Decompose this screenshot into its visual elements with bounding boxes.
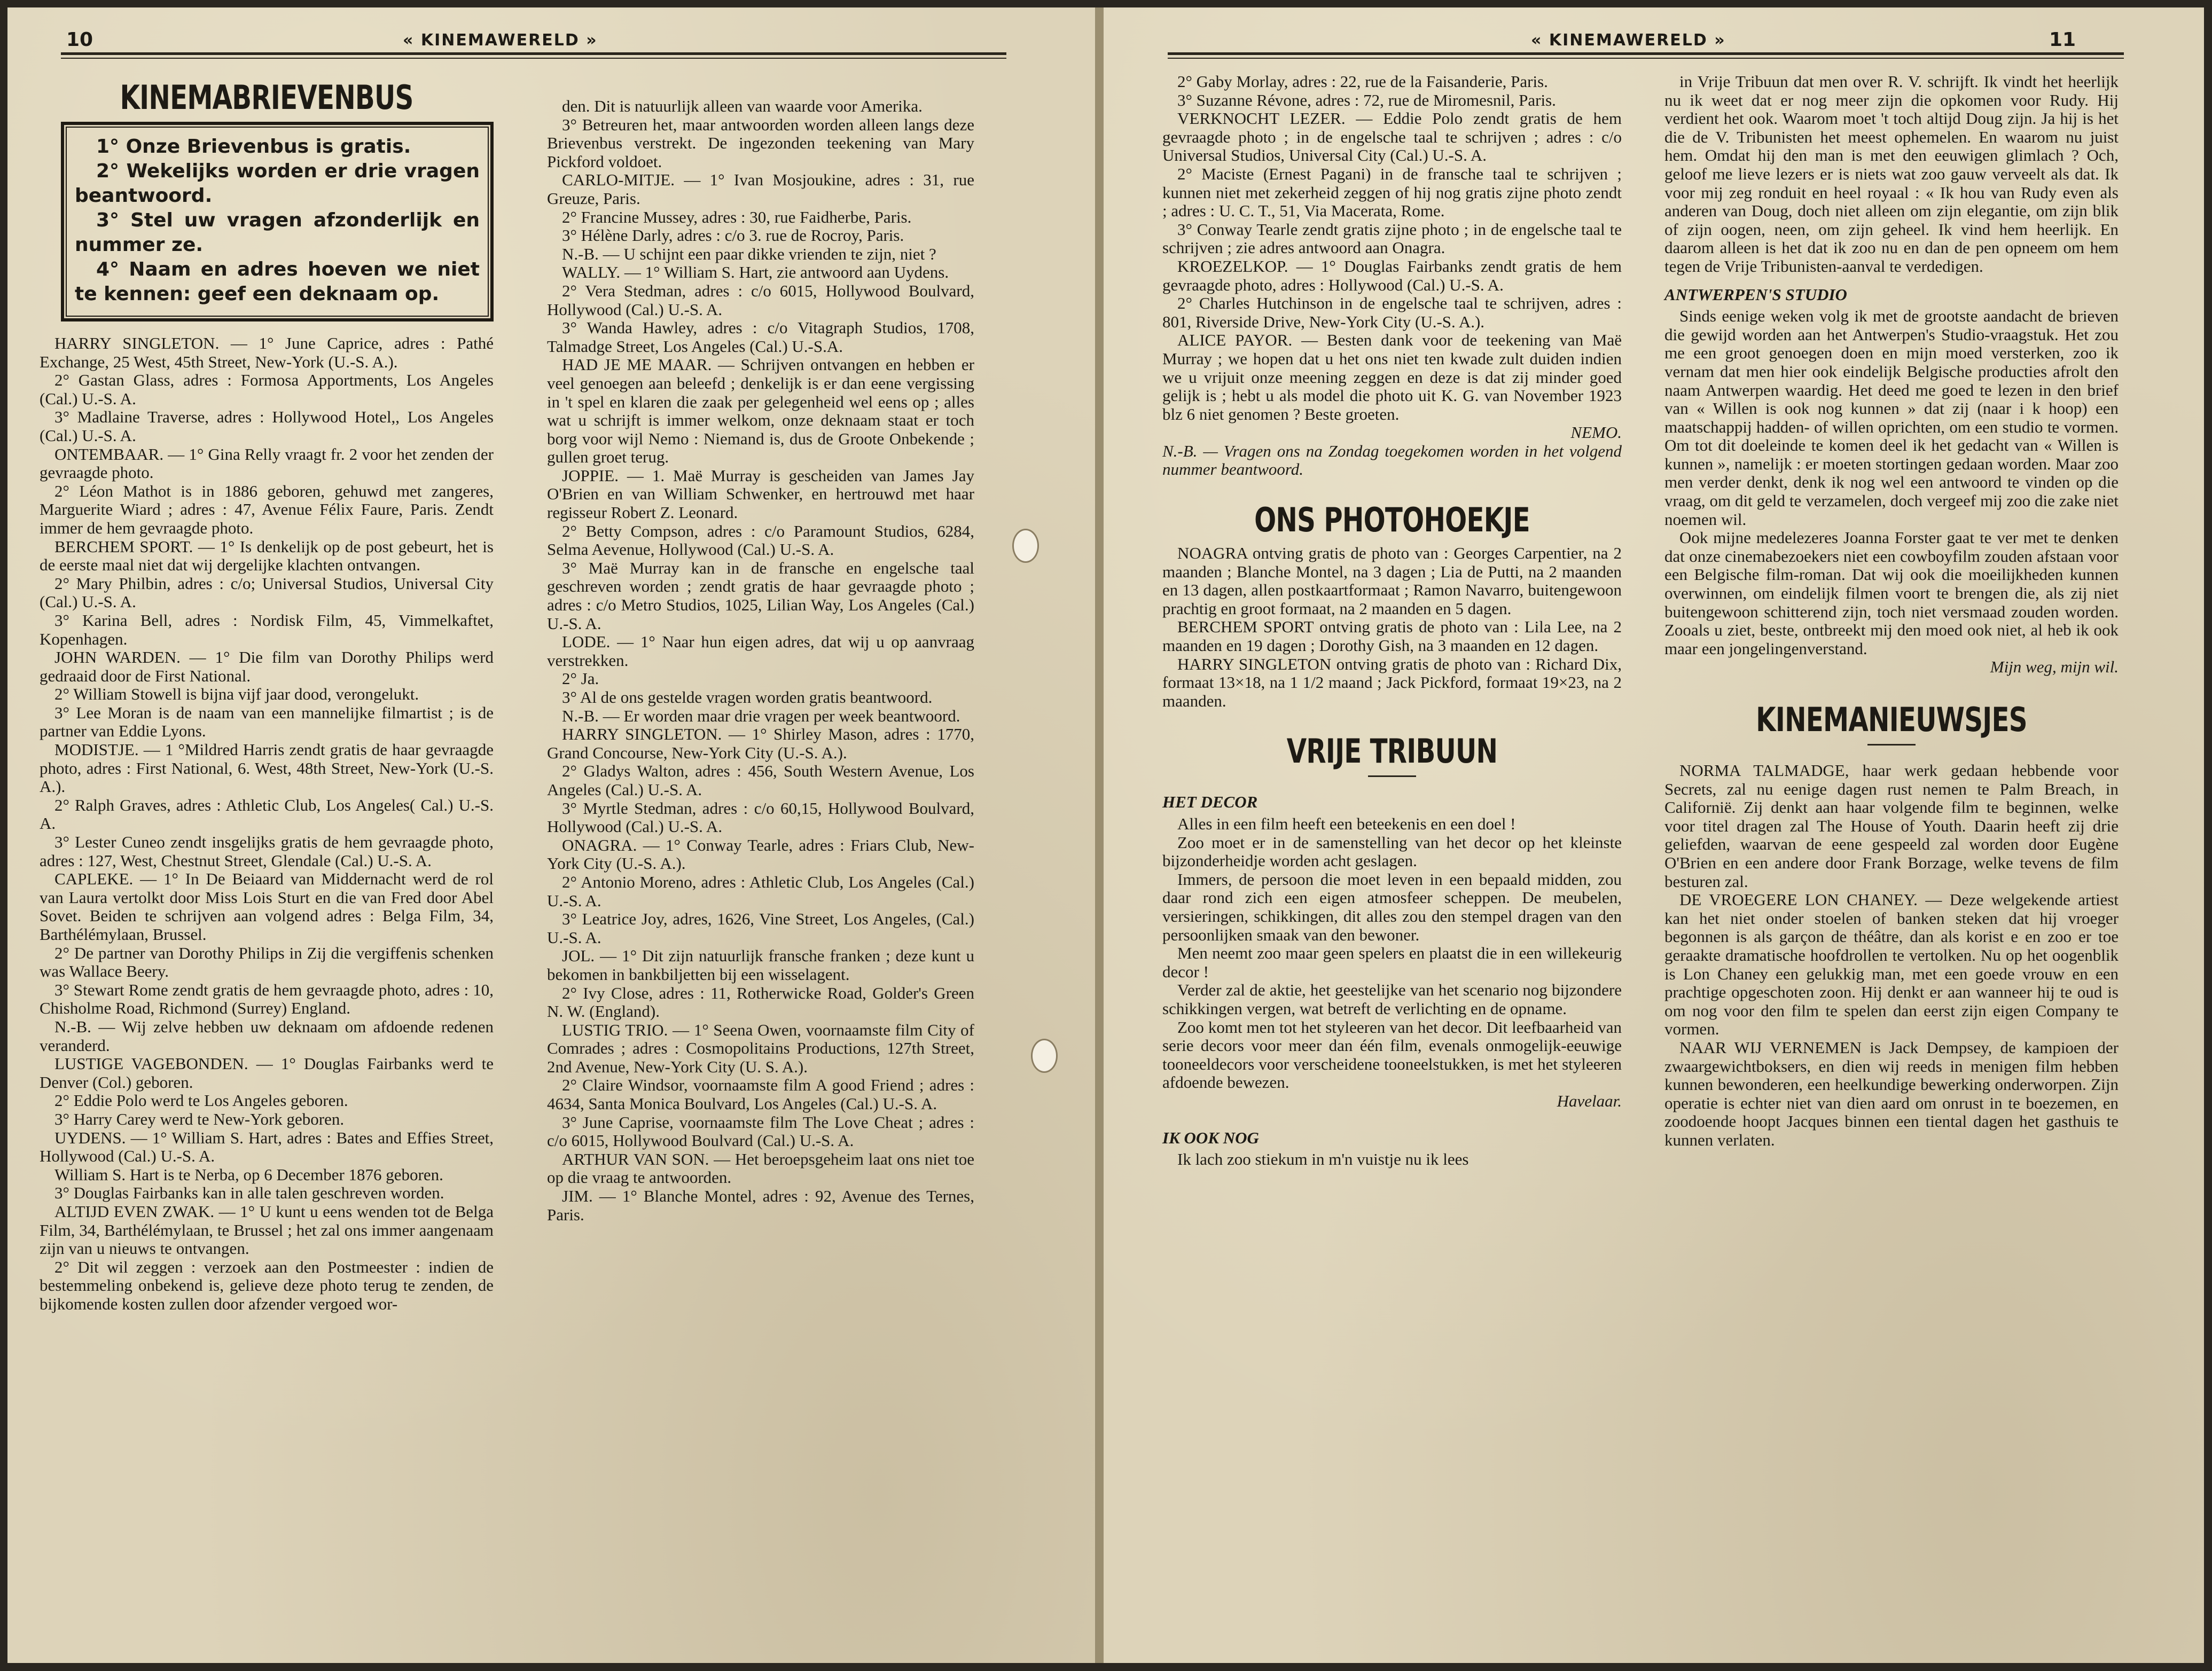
right-column-1 — [1162, 73, 1622, 1169]
rule-2: 2° Wekelijks worden er drie vragen beantwoord. — [75, 160, 480, 207]
decor-article — [1162, 815, 1622, 1092]
letter-answer: William S. Hart is te Nerba, op 6 December 1876 geboren. — [54, 1165, 443, 1184]
letter-answer: 3° June Caprise, voornaamste film The Love Cheat ; adres : c/o 6015, Hollywood Boulvard (Cal.) U.-S. A. — [547, 1112, 974, 1150]
letter-answer: 2° Mary Philbin, adres : c/o; Universal Studios, Universal City (Cal.) U.-S. A. — [40, 574, 494, 611]
letter-answer: HARRY SINGLETON. — 1° June Caprice, adres : Pathé Exchange, 25 West, 45th Street, New-York (U.-S. A.). — [40, 334, 494, 371]
brievenbus-column-2 — [547, 97, 974, 1224]
letter-answer: ALICE PAYOR. — Besten dank voor de teekening van Maë Murray ; we hopen dat u het ons niet ten kwade zult duiden indien we u vrijuit onze meening zeggen en deze is dat zij minder goed gelijk is ; hebt u als model die photo uit K. G. van November 1923 blz 6 niet genomen ? Beste groeten. — [1162, 331, 1622, 423]
letter-answer: N.-B. — Wij zelve hebben uw deknaam om afdoende redenen veranderd. — [40, 1017, 494, 1055]
letter-answer: 2° Ivy Close, adres : 11, Rotherwicke Road, Golder's Green N. W. (England). — [547, 983, 974, 1021]
article-paragraph: Verder zal de aktie, het geestelijke van het scenario nog bijzondere schikkingen vergen, wat betreft de verlichting en de opname. — [1162, 980, 1622, 1018]
letter-answer: HAD JE ME MAAR. — Schrijven ontvangen en hebben er veel genoegen aan beleefd ; denkelijk is er dan eene vergissing in 't spel en klaren die zaak per gelegenheid wel eens op ; alles wat u schrijft is immer welkom, onze deknaam staat er toch borg voor wijl Nemo : Niemand is, dus de Groote Onbekende ; gullen groet terug. — [547, 355, 974, 467]
news-item: NAAR WIJ VERNEMEN is Jack Dempsey, de kampioen der zwaargewichtboksers, en dien wij reeds in menigen film hebben kunnen bewonderen, een heelkundige bewerking onderworpen. Zijn operatie is echter niet van dien aard om onrust in te boezemen, en zoodoende hoopt Jacques binnen een tiental dagen het gasthuis te kunnen verlaten. — [1664, 1038, 2119, 1149]
letter-answer: 3° Suzanne Révone, adres : 72, rue de Miromesnil, Paris. — [1177, 90, 1556, 109]
letter-answer: MODISTJE. — 1 °Mildred Harris zendt gratis de haar gevraagde photo, adres : First National, 6. West, 48th Street, New-York (U.-S. A.). — [40, 740, 494, 796]
letter-answer: UYDENS. — 1° William S. Hart, adres : Bates and Effies Street, Hollywood (Cal.) U.-S. A. — [40, 1128, 494, 1166]
antwerpen-heading: ANTWERPEN'S STUDIO — [1664, 285, 1847, 304]
letter-answer: 2° Francine Mussey, adres : 30, rue Faidherbe, Paris. — [562, 207, 912, 226]
rules-box — [61, 122, 494, 321]
header-rule-thin — [1168, 58, 2124, 59]
running-title-left: « KINEMAWERELD » — [403, 31, 598, 50]
decor-signature: Havelaar. — [1557, 1091, 1622, 1110]
letter-answer: 3° Betreuren het, maar antwoorden worden alleen langs deze Brievenbus verstrekt. De ingezonden teekening van Mary Pickford voldoet. — [547, 115, 974, 171]
letter-answer: JIM. — 1° Blanche Montel, adres : 92, Avenue des Ternes, Paris. — [547, 1187, 974, 1224]
letter-answer: 2° Léon Mathot is in 1886 geboren, gehuwd met zangeres, Marguerite Wiard ; adres : 47, Avenue Félix Faure, Paris. Zendt immer de hem gevraagde photo. — [40, 481, 494, 537]
letter-answer: 2° Gladys Walton, adres : 456, South Western Avenue, Los Angeles (Cal.) U.-S. A. — [547, 762, 974, 799]
letter-answer: 2° Charles Hutchinson in de engelsche taal te schrijven, adres : 801, Riverside Drive, New-York City (U.-S. A.). — [1162, 294, 1622, 331]
nemo-signature: NEMO. — [1570, 423, 1622, 442]
article-paragraph: Immers, de persoon die moet leven in een bepaald midden, zou daar rond zich een eigen atmosfeer scheppen. De meubelen, versieringen, schikkingen, dit alles zou den stempel dragen van den persoonlijken smaak van den bewoner. — [1162, 869, 1622, 944]
brievenbus-column-1 — [40, 77, 494, 1313]
page-number-right: 11 — [2049, 29, 2076, 51]
antwerpen-signature: Mijn weg, mijn wil. — [1990, 657, 2119, 677]
photohoekje-title: ONS PHOTOHOEKJE — [1254, 500, 1530, 540]
letter-answer: LUSTIGE VAGEBONDEN. — 1° Douglas Fairbanks werd te Denver (Col.) geboren. — [40, 1054, 494, 1092]
ook-paragraph: Ik lach zoo stiekum in m'n vuistje nu ik lees — [1177, 1150, 1469, 1169]
letter-answer: 2° William Stowell is bijna vijf jaar dood, verongelukt. — [54, 685, 419, 704]
letter-answer: 2° Ralph Graves, adres : Athletic Club, Los Angeles( Cal.) U.-S. A. — [40, 795, 494, 833]
letter-answer: 3° Al de ons gestelde vragen worden gratis beantwoord. — [562, 688, 933, 707]
letter-answer: 2° Betty Compson, adres : c/o Paramount Studios, 6284, Selma Aevenue, Hollywood (Cal.) U.-S. A. — [547, 521, 974, 559]
letter-answer: 2° Gaby Morlay, adres : 22, rue de la Faisanderie, Paris. — [1177, 72, 1548, 91]
letter-answer: 3° Lester Cuneo zendt insgelijks gratis de hem gevraagde photo, adres : 127, West, Chestnut Street, Glendale (Cal.) U.-S. A. — [40, 833, 494, 870]
page-gutter — [1095, 7, 1104, 1663]
letter-answer: 2° Eddie Polo werd te Los Angeles geboren. — [54, 1091, 348, 1110]
letter-answer: 2° Antonio Moreno, adres : Athletic Club, Los Angeles (Cal.) U.-S. A. — [547, 872, 974, 910]
letter-answer: 2° Vera Stedman, adres : c/o 6015, Hollywood Boulvard, Hollywood (Cal.) U.-S. A. — [547, 281, 974, 319]
letter-answer: den. Dit is natuurlijk alleen van waarde voor Amerika. — [562, 97, 923, 115]
letter-answer: VERKNOCHT LEZER. — Eddie Polo zendt gratis de hem gevraagde photo ; in de engelsche taal te schrijven ; adres : c/o Universal Studios, Universal City (Cal.) U.-S. A. — [1162, 109, 1622, 165]
title-rule — [1867, 744, 1916, 746]
binding-hole — [1012, 529, 1039, 563]
right-column-2 — [1664, 73, 2119, 1149]
tribuun-continued — [1664, 73, 2119, 276]
letter-answer: 2° Dit wil zeggen : verzoek aan den Postmeester : indien de bestemmeling onbekend is, gelieve deze photo terug te zenden, de bijkomende kosten zullen door afzender vergoed wor- — [40, 1257, 494, 1313]
letter-answer: ARTHUR VAN SON. — Het beroepsgeheim laat ons niet toe op die vraag te antwoorden. — [547, 1149, 974, 1187]
nb-note: N.-B. — Vragen ons na Zondag toegekomen worden in het volgend nummer beantwoord. — [1162, 441, 1622, 479]
vrije-tribuun-title: VRIJE TRIBUUN — [1286, 732, 1498, 771]
letter-answer: 3° Hélène Darly, adres : c/o 3. rue de Rocroy, Paris. — [562, 226, 904, 245]
letter-answer: N.-B. — Er worden maar drie vragen per week beantwoord. — [562, 706, 960, 725]
letter-answer: 3° Harry Carey werd te New-York geboren. — [54, 1109, 345, 1128]
rule-4: 4° Naam en adres hoeven we niet te kennen: geef een deknaam op. — [75, 258, 480, 305]
brievenbus-title: KINEMABRIEVENBUS — [120, 78, 413, 117]
letter-answer: 3° Conway Tearle zendt gratis zijne photo ; in de engelsche taal te schrijven ; zie adres antwoord aan Onagra. — [1162, 219, 1622, 257]
kinemanieuwsjes-title: KINEMANIEUWSJES — [1756, 700, 2027, 739]
letter-answer: 2° Maciste (Ernest Pagani) in de fransche taal te schrijven ; kunnen niet met zekerheid zeggen of hij nog gratis zijne photo zendt ; adres : U. C. T., 51, Via Macerata, Rome. — [1162, 164, 1622, 221]
antwerpen-article — [1664, 307, 2119, 658]
letter-answer: 3° Wanda Hawley, adres : c/o Vitagraph Studios, 1708, Talmadge Street, Los Angeles (Cal.) U.-S.A. — [547, 318, 974, 356]
news-item: NORMA TALMADGE, haar werk gedaan hebbende voor Secrets, zal nu eenige dagen rust nemen te Palm Breach, in Californië. Zij denkt aan haar volgende film te beginnen, welke voor titel dragen zal The House of Youth. Daarin heeft zij drie geliefden, waarvan de eene gespeeld zal worden door Eugène O'Brien en een andere door Frank Borzage, welke tevens de film besturen zal. — [1664, 761, 2119, 891]
letter-answer: 2° Ja. — [562, 669, 599, 688]
rule-1: 1° Onze Brievenbus is gratis. — [96, 136, 411, 158]
right-page — [1104, 7, 2204, 1663]
photo-entry: BERCHEM SPORT ontving gratis de photo van : Lila Lee, na 2 maanden en 19 dagen ; Dorothy Gish, na 3 maanden en 12 dagen. — [1162, 617, 1622, 655]
letter-answer: 3° Myrtle Stedman, adres : c/o 60,15, Hollywood Boulvard, Hollywood (Cal.) U.-S. A. — [547, 798, 974, 836]
letter-answer: JOPPIE. — 1. Maë Murray is gescheiden van James Jay O'Brien en van William Schwenker, en hertrouwd met haar regisseur Robert Z. Leonard. — [547, 466, 974, 522]
title-rule — [1368, 775, 1416, 777]
letter-answer: 2° De partner van Dorothy Philips in Zij die vergiffenis schenken was Wallace Beery. — [40, 943, 494, 981]
letter-answer: 3° Douglas Fairbanks kan in alle talen geschreven worden. — [54, 1183, 444, 1203]
left-page — [7, 7, 1095, 1663]
decor-heading: HET DECOR — [1162, 793, 1258, 812]
photo-entry: NOAGRA ontving gratis de photo van : Georges Carpentier, na 2 maanden ; Blanche Montel, na 3 dagen ; Lia de Putti, na 2 maanden en 13 dagen, allen postkaartformaat ; Ramon Navarro, buitengewoon prachtig en groot formaat, na 2 maanden en 5 dagen. — [1162, 544, 1622, 618]
letter-answer: HARRY SINGLETON. — 1° Shirley Mason, adres : 1770, Grand Concourse, New-York City (U.-S. A.). — [547, 725, 974, 762]
page-number-left: 10 — [66, 29, 93, 51]
binding-hole — [1031, 1039, 1058, 1073]
ook-heading: IK OOK NOG — [1162, 1128, 1259, 1147]
letters-list-2 — [547, 97, 974, 1224]
rule-3: 3° Stel uw vragen afzonderlijk en nummer ze. — [75, 209, 480, 256]
letter-answer: ONAGRA. — 1° Conway Tearle, adres : Friars Club, New-York City (U.-S. A.). — [547, 835, 974, 873]
letter-answer: ONTEMBAAR. — 1° Gina Relly vraagt fr. 2 voor het zenden der gevraagde photo. — [40, 444, 494, 482]
letter-answer: 3° Leatrice Joy, adres, 1626, Vine Street, Los Angeles, (Cal.) U.-S. A. — [547, 909, 974, 947]
letter-answer: JOL. — 1° Dit zijn natuurlijk fransche franken ; deze kunt u bekomen in bankbiljetten bij een wisselagent. — [547, 946, 974, 984]
letter-answer: ALTIJD EVEN ZWAK. — 1° U kunt u eens wenden tot de Belga Film, 34, Barthélémylaan, te Brussel ; het zal ons immer aangenaam zijn van u nieuws te ontvangen. — [40, 1202, 494, 1258]
letter-answer: LODE. — 1° Naar hun eigen adres, dat wij u op aanvraag verstrekken. — [547, 632, 974, 670]
letter-answer: 3° Madlaine Traverse, adres : Hollywood Hotel,, Los Angeles (Cal.) U.-S. A. — [40, 407, 494, 445]
header-rule-thin — [61, 58, 1006, 59]
header-rule — [61, 52, 1006, 55]
article-paragraph: Sinds eenige weken volg ik met de grootste aandacht de brieven die gewijd worden aan het Antwerpen's Studio-vraagstuk. Het zou me een groot genoegen doen en mijn moed versterken, zoo ik vernam dat men hier ook eindelijk Belgische producties afrolt den naam Antwerpen waardig. Het deed me goed te lezen in den brief van « Willen is ook nog kunnen » dat zij (naar i k hoop) een maatschappij hadden- of willen oprichten, om een studio te vormen. Om tot dit doeleinde te komen deel ik het gedacht van « Willen is kunnen », namelijk : er moeten stortingen gedaan worden. Maar zoo men verder denkt, denk ik nog wel een antwoord te vinden op die vraag, om dit geld te verzamelen, doch vergeef mij zoo die zake niet noemen wil. — [1664, 307, 2119, 529]
letter-answer: 3° Stewart Rome zendt gratis de hem gevraagde photo, adres : 10, Chisholme Road, Richmond (Surrey) England. — [40, 980, 494, 1018]
news-item: DE VROEGERE LON CHANEY. — Deze welgekende artiest kan het niet onder stoelen of banken steken dat hij vroeger begonnen is als garçon de théâtre, dan als korist e en zoo er toe geraakte dramatische hoofdrollen te vertolken. Nu op het oogenblik is Lon Chaney een gelukkig man, met een goede vrouw en een prachtige opgeschoten zoon. Hij denkt er aan wanneer hij te oud is om nog voor den film te spelen dan eerst zijn eigen Company te vormen. — [1664, 890, 2119, 1039]
letter-answer: 3° Lee Moran is de naam van een mannelijke filmartist ; is de partner van Eddie Lyons. — [40, 703, 494, 741]
header-rule — [1168, 52, 2124, 55]
letter-answer: 3° Karina Bell, adres : Nordisk Film, 45, Vimmelkaftet, Kopenhagen. — [40, 610, 494, 648]
letter-answer: CAPLEKE. — 1° In De Beiaard van Middernacht werd de rol van Laura vertolkt door Miss Lois Sturt en die van Fred door Abel Sovet. Beiden te schrijven aan volgend adres : Belga Film, 34, Barthélémylaan, Brussel. — [40, 869, 494, 944]
photo-entry: HARRY SINGLETON ontving gratis de photo van : Richard Dix, formaat 13×18, na 1 1/2 maand ; Jack Pickford, formaat 19×23, na 2 maanden. — [1162, 654, 1622, 710]
news-list — [1664, 762, 2119, 1149]
article-paragraph: in Vrije Tribuun dat men over R. V. schrijft. Ik vindt het heerlijk nu ik weet dat er nog meer zijn die opkomen voor Rudy. Hij verdient het ook. Waarom moet 't toch altijd Doug zijn. Ja hij is het die de V. Tribunisten het meest ophemelen. En waarom nu juist hem. Omdat hij den man is met den eeuwigen glimlach ? Och, geloof me lieve lezers er is niets wat zoo gauw verveelt als dat. Ik voor mij zeg ronduit en heel royaal : « Ik hou van Rudy even als anderen van Doug, doch niet alleen om zijn elegantie, om zijn blik of zijn oogen, neen, om zijn geheel. Ik vind hem heerlijk. En daarom alleen is het dat ik zoo nu en dan de pen opneem om hem tegen de Vrije Tribunisten-aanval te verdedigen. — [1664, 72, 2119, 276]
letter-answer: N.-B. — U schijnt een paar dikke vrienden te zijn, niet ? — [562, 244, 936, 263]
letter-answer: WALLY. — 1° William S. Hart, zie antwoord aan Uydens. — [562, 263, 949, 282]
article-paragraph: Alles in een film heeft een beteekenis en een doel ! — [1177, 814, 1516, 833]
article-paragraph: Ook mijne medelezeres Joanna Forster gaat te ver met te denken dat onze cinemabezoekers niet een cowboyfilm zouden afstaan voor een Belgische film-roman. Dat wij ook die moeilijkheden kunnen overwinnen, om eindelijk filmen voort te brengen die, als zij niet buitengewoon schitterend zijn, toch niet versmaad zouden worden. Zooals u ziet, beste, ontbreekt mij den moed ook niet, al heb ik ook maar een jongelingenverstand. — [1664, 528, 2119, 658]
letter-answer: BERCHEM SPORT. — 1° Is denkelijk op de post gebeurt, het is de eerste maal niet dat wij dergelijke klachten ontvangen. — [40, 537, 494, 575]
article-paragraph: Zoo komt men tot het styleeren van het decor. Dit leefbaarheid van serie decors voor meer dan één film, evenals onmogelijk-eeuwige tooneeldecors voor verscheidene tooneelstukken, is met het styleeren afdoende bewezen. — [1162, 1017, 1622, 1092]
letters-list-3 — [1162, 73, 1622, 423]
letter-answer: JOHN WARDEN. — 1° Die film van Dorothy Philips werd gedraaid door de First National. — [40, 648, 494, 685]
letters-list-1 — [40, 334, 494, 1313]
article-paragraph: Men neemt zoo maar geen spelers en plaatst die in een willekeurig decor ! — [1162, 944, 1622, 981]
photo-list — [1162, 544, 1622, 710]
letter-answer: LUSTIG TRIO. — 1° Seena Owen, voornaamste film City of Comrades ; adres : Cosmopolitains Productions, 127th Street, 2nd Avenue, New-York City (U. S. A.). — [547, 1020, 974, 1076]
letter-answer: 2° Gastan Glass, adres : Formosa Apportments, Los Angeles (Cal.) U.-S. A. — [40, 371, 494, 408]
letter-answer: 2° Claire Windsor, voornaamste film A good Friend ; adres : 4634, Santa Monica Boulvard, Los Angeles (Cal.) U.-S. A. — [547, 1076, 974, 1113]
letter-answer: CARLO-MITJE. — 1° Ivan Mosjoukine, adres : 31, rue Greuze, Paris. — [547, 170, 974, 208]
letter-answer: KROEZELKOP. — 1° Douglas Fairbanks zendt gratis de hem gevraagde photo, adres : Hollywood (Cal.) U.-S. A. — [1162, 256, 1622, 294]
article-paragraph: Zoo moet er in de samenstelling van het decor op het kleinste bijzonderheidje worden acht geslagen. — [1162, 833, 1622, 870]
letter-answer: 3° Maë Murray kan in de fransche en engelsche taal geschreven worden ; zendt gratis de haar gevraagde photo ; adres : c/o Metro Studios, 1025, Lilian Way, Los Angeles (Cal.) U.-S. A. — [547, 558, 974, 633]
running-title-right: « KINEMAWERELD » — [1531, 31, 1726, 50]
